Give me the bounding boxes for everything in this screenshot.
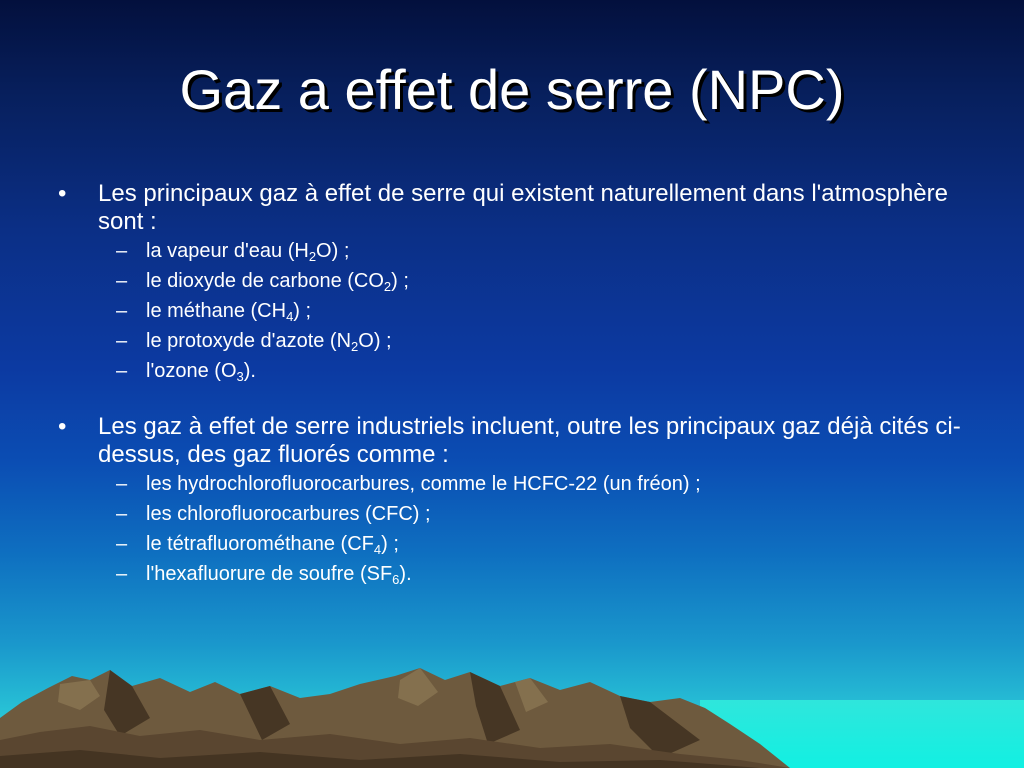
list-item <box>58 559 978 589</box>
subscript: 6 <box>392 572 400 587</box>
item-text-end: ) ; <box>381 533 399 555</box>
subscript: 2 <box>351 339 359 354</box>
list-item <box>58 236 978 266</box>
mountain-landscape <box>0 640 1024 768</box>
item-text: le tétrafluorométhane (CF <box>146 533 374 555</box>
item-text: la vapeur d'eau (H <box>146 240 309 262</box>
bullet-industrial-gases <box>58 413 978 469</box>
item-text: le protoxyde d'azote (N <box>146 330 352 352</box>
item-text: l'ozone (O <box>146 360 237 382</box>
list-item <box>58 356 978 386</box>
item-text: le dioxyde de carbone (CO <box>146 270 384 292</box>
list-item <box>58 469 978 499</box>
slide-title: Gaz a effet de serre (NPC) <box>179 58 845 121</box>
list-item <box>58 499 978 529</box>
item-text-end: O) ; <box>316 240 350 262</box>
subscript: 2 <box>383 279 392 294</box>
item-text: les hydrochlorofluorocarbures, comme le HCFC-22 (un fréon) ; <box>146 473 701 495</box>
bullet-dot: • <box>58 180 67 207</box>
bullet-text: Les principaux gaz à effet de serre qui existent naturellement dans l'atmosphère sont : <box>98 180 948 235</box>
subscript: 3 <box>236 369 244 384</box>
list-item <box>58 529 978 559</box>
bullet-natural-gases <box>58 180 978 236</box>
dash-marker: – <box>116 533 128 555</box>
dash-marker: – <box>116 503 128 525</box>
list-item <box>58 326 978 356</box>
subscript: 4 <box>286 309 294 324</box>
dash-marker: – <box>116 360 128 382</box>
item-text-end: ) ; <box>293 300 312 322</box>
dash-marker: – <box>116 270 128 292</box>
list-item <box>58 296 978 326</box>
dash-marker: – <box>116 473 128 495</box>
subscript: 4 <box>373 542 382 557</box>
item-text: les chlorofluorocarbures (CFC) ; <box>146 503 431 525</box>
item-text: le méthane (CH <box>146 300 287 322</box>
dash-marker: – <box>116 300 128 322</box>
section-gap <box>58 386 978 413</box>
dash-marker: – <box>116 563 128 585</box>
bullet-dot: • <box>58 413 67 440</box>
item-text-end: ) ; <box>391 270 409 292</box>
item-text-end: O) ; <box>358 330 392 352</box>
bullet-text: Les gaz à effet de serre industriels incluent, outre les principaux gaz déjà cités ci-dessus, des gaz fluorés comme : <box>98 413 961 468</box>
slide-body <box>58 180 978 589</box>
item-text: l'hexafluorure de soufre (SF <box>146 563 393 585</box>
dash-marker: – <box>116 240 128 262</box>
list-item <box>58 266 978 296</box>
item-text-end: ). <box>243 360 256 382</box>
item-text-end: ). <box>399 563 412 585</box>
dash-marker: – <box>116 330 128 352</box>
subscript: 2 <box>308 249 317 264</box>
